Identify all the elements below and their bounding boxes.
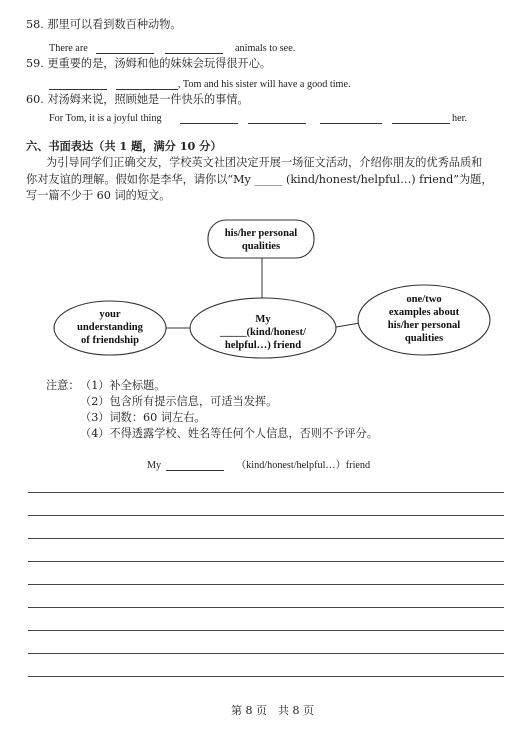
diagram-node-left xyxy=(54,301,166,355)
essay-title-tail: （kind/honest/helpful…）friend xyxy=(236,460,371,471)
q59-prompt-text: 更重要的是，汤姆和他的妹妹会玩得很开心。 xyxy=(47,57,272,70)
node-top-line2: qualities xyxy=(241,241,281,252)
writing-line[interactable] xyxy=(28,492,504,493)
notes-item-3: （3）词数：60 词左右。 xyxy=(80,411,206,424)
q58-tail: animals to see. xyxy=(235,43,296,54)
notes-label: 注意： xyxy=(46,379,80,392)
writing-line[interactable] xyxy=(28,630,504,631)
writing-line[interactable] xyxy=(28,515,504,516)
node-top-line1: his/her personal xyxy=(224,228,298,239)
q60-prompt-text: 对汤姆来说，照顾她是一件快乐的事情。 xyxy=(47,93,249,106)
node-right-line2: examples about xyxy=(388,307,460,318)
writing-line[interactable] xyxy=(28,653,504,654)
diagram-node-top xyxy=(208,220,314,258)
node-right-line3: his/her personal xyxy=(387,320,461,331)
writing-line[interactable] xyxy=(28,584,504,585)
node-left-line2: understanding xyxy=(77,322,143,333)
node-center-line1: My xyxy=(255,314,271,325)
notes-item-2: （2）包含所有提示信息，可适当发挥。 xyxy=(80,395,278,408)
q60-lead: For Tom, it is a joyful thing xyxy=(49,113,162,124)
node-right-line4: qualities xyxy=(404,333,444,344)
q58-prompt-text: 那里可以看到数百种动物。 xyxy=(47,18,182,31)
notes-item-1: （1）补全标题。 xyxy=(80,379,166,392)
section6-heading: 六、书面表达（共 1 题，满分 10 分） xyxy=(26,139,222,153)
q58-lead: There are xyxy=(49,43,88,54)
writing-line[interactable] xyxy=(28,676,504,677)
section6-intro-line2: 你对友谊的理解。假如你是李华，请你以“My _____ (kind/honest/helpful…) friend”为题， xyxy=(26,173,493,186)
q59-number: 59. xyxy=(26,57,44,70)
q60-tail: her. xyxy=(452,113,467,124)
writing-line[interactable] xyxy=(28,561,504,562)
node-center-line2: _____(kind/honest/ xyxy=(220,327,306,338)
node-right-line1: one/two xyxy=(406,294,442,305)
page-footer: 第 8 页 共 8 页 xyxy=(231,704,314,717)
q60-number: 60. xyxy=(26,93,44,106)
section6-intro-line3: 写一篇不少于 60 词的短文。 xyxy=(26,189,171,202)
q58-number: 58. xyxy=(26,18,44,31)
essay-title-blank[interactable] xyxy=(166,470,224,471)
q59-tail: , Tom and his sister will have a good time. xyxy=(178,79,351,90)
essay-title-lead: My xyxy=(147,460,162,471)
diagram-node-center xyxy=(190,298,336,358)
connector-right xyxy=(336,323,360,327)
notes-item-4: （4）不得透露学校、姓名等任何个人信息，否则不予评分。 xyxy=(80,427,378,440)
writing-line[interactable] xyxy=(28,607,504,608)
diagram-node-right xyxy=(358,285,490,355)
node-center-line3: helpful…) friend xyxy=(224,340,302,351)
writing-line[interactable] xyxy=(28,538,504,539)
node-left-line1: your xyxy=(99,309,121,320)
node-left-line3: of friendship xyxy=(81,335,139,346)
section6-intro-line1: 为引导同学们正确交友，学校英文社团决定开展一场征文活动，介绍你朋友的优秀品质和 xyxy=(46,156,483,169)
